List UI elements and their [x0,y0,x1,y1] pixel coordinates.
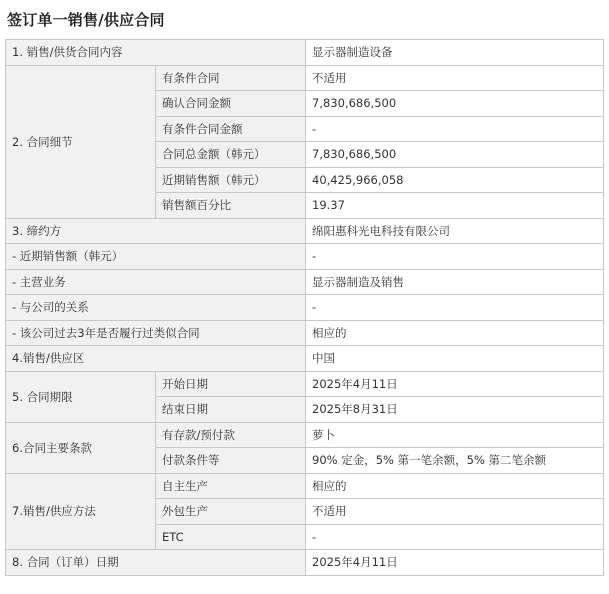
sub-label: 结束日期 [156,397,306,423]
sub-label: 合同总金额（韩元） [156,142,306,168]
sub-label: 自主生产 [156,473,306,499]
table-row [6,269,604,295]
row-value-similar-contracts: 相应的 [306,320,604,346]
sub-label: ETC [156,524,306,550]
row-label-contract-content: 1. 销售/供货合同内容 [6,40,306,66]
sub-value: 7,830,686,500 [306,142,604,168]
table-row [6,346,604,372]
sub-label: 近期销售额（韩元） [156,167,306,193]
contract-table [5,39,604,576]
row-label-counterparty: 3. 缔约方 [6,218,306,244]
sub-label: 付款条件等 [156,448,306,474]
row-value-recent-sales: - [306,244,604,270]
table-row [6,422,604,448]
row-label-similar-contracts: - 该公司过去3年是否履行过类似合同 [6,320,306,346]
row-label-supply-method: 7.销售/供应方法 [6,473,156,550]
sub-label: 有条件合同金额 [156,116,306,142]
sub-value: 19.37 [306,193,604,219]
sub-label: 销售额百分比 [156,193,306,219]
row-label-main-business: - 主营业务 [6,269,306,295]
sub-value: 萝卜 [306,422,604,448]
sub-value: 90% 定金，5% 第一笔余额，5% 第二笔余额 [306,448,604,474]
row-value-supply-region: 中国 [306,346,604,372]
row-value-relationship: - [306,295,604,321]
table-row [6,550,604,576]
row-label-main-terms: 6.合同主要条款 [6,422,156,473]
sub-label: 有存款/预付款 [156,422,306,448]
sub-value: 7,830,686,500 [306,91,604,117]
sub-label: 有条件合同 [156,65,306,91]
row-label-contract-date: 8. 合同（订单）日期 [6,550,306,576]
sub-value: - [306,524,604,550]
sub-label: 确认合同金额 [156,91,306,117]
table-row [6,473,604,499]
sub-value: 不适用 [306,65,604,91]
row-label-contract-details: 2. 合同细节 [6,65,156,218]
row-value-contract-content: 显示器制造设备 [306,40,604,66]
table-row [6,295,604,321]
sub-value: 2025年8月31日 [306,397,604,423]
row-label-relationship: - 与公司的关系 [6,295,306,321]
sub-label: 开始日期 [156,371,306,397]
row-value-contract-date: 2025年4月11日 [306,550,604,576]
row-value-main-business: 显示器制造及销售 [306,269,604,295]
table-row [6,40,604,66]
page-title: 签订单一销售/供应合同 [7,11,165,29]
sub-value: - [306,116,604,142]
sub-value: 40,425,966,058 [306,167,604,193]
table-row [6,65,604,91]
sub-value: 不适用 [306,499,604,525]
sub-label: 外包生产 [156,499,306,525]
sub-value: 相应的 [306,473,604,499]
sub-value: 2025年4月11日 [306,371,604,397]
table-row [6,244,604,270]
table-row [6,320,604,346]
row-value-counterparty: 绵阳惠科光电科技有限公司 [306,218,604,244]
row-label-supply-region: 4.销售/供应区 [6,346,306,372]
table-row [6,371,604,397]
row-label-recent-sales: - 近期销售额（韩元） [6,244,306,270]
row-label-contract-period: 5. 合同期限 [6,371,156,422]
table-row [6,218,604,244]
